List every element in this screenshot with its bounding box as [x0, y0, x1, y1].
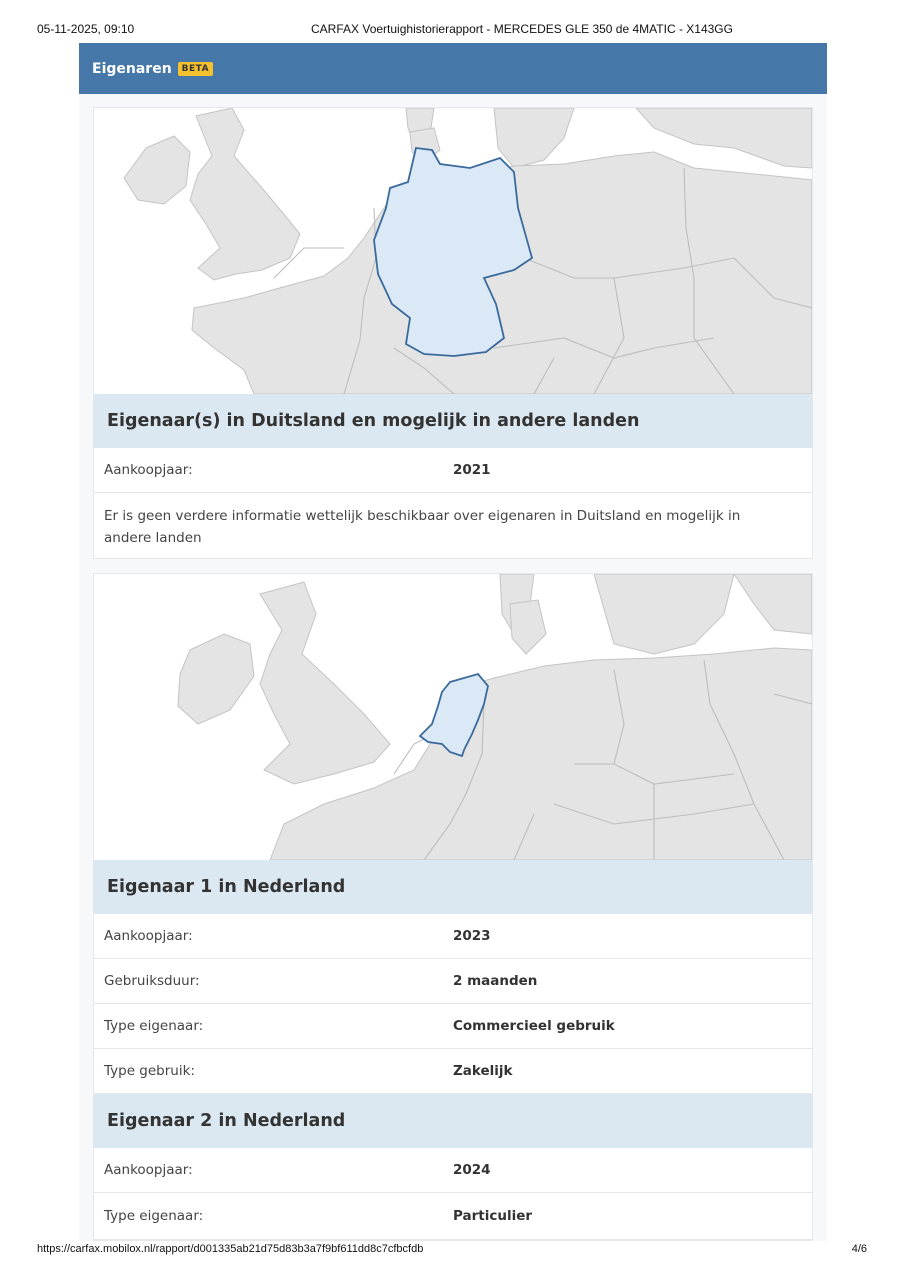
detail-value: 2 maanden [453, 973, 538, 989]
owners-card [79, 43, 827, 1241]
detail-label: Type eigenaar: [104, 1018, 204, 1034]
page-number: 4/6 [851, 1243, 867, 1255]
detail-value: 2024 [453, 1162, 491, 1178]
print-datetime: 05-11-2025, 09:10 [37, 22, 135, 36]
detail-row [94, 1148, 812, 1193]
detail-value: Particulier [453, 1208, 533, 1224]
europe-map-netherlands-icon [94, 574, 812, 860]
detail-label: Type gebruik: [104, 1063, 195, 1079]
owner-heading: Eigenaar 2 in Nederland [94, 1094, 812, 1148]
print-header [37, 22, 867, 38]
owner-heading: Eigenaar 1 in Nederland [94, 860, 812, 914]
detail-value: 2023 [453, 928, 491, 944]
owner-block-germany [93, 107, 813, 559]
detail-row [94, 914, 812, 959]
section-title: Eigenaren [92, 60, 172, 77]
detail-value: Zakelijk [453, 1063, 513, 1079]
owner-heading: Eigenaar(s) in Duitsland en mogelijk in andere landen [94, 394, 812, 448]
detail-row [94, 448, 812, 493]
detail-label: Aankoopjaar: [104, 928, 193, 944]
owner-note: Er is geen verdere informatie wettelijk beschikbaar over eigenaren in Duitsland en mogelijk in andere landen [104, 508, 741, 546]
print-url: https://carfax.mobilox.nl/rapport/d001335ab21d75d83b3a7f9bf611dd8c7cfbcfdb [37, 1243, 424, 1255]
detail-row [94, 1004, 812, 1049]
detail-value: 2021 [453, 462, 491, 478]
beta-badge: BETA [178, 62, 213, 76]
owner-block-netherlands [93, 573, 813, 1241]
detail-row [94, 1193, 812, 1240]
print-footer [37, 1243, 867, 1259]
detail-label: Aankoopjaar: [104, 1162, 193, 1178]
detail-value: Commercieel gebruik [453, 1018, 615, 1034]
detail-row [94, 1049, 812, 1094]
card-header [79, 43, 827, 94]
europe-map-germany-icon [94, 108, 812, 394]
detail-label: Type eigenaar: [104, 1208, 204, 1224]
print-title: CARFAX Voertuighistorierapport - MERCEDES GLE 350 de 4MATIC - X143GG [311, 22, 733, 36]
detail-row [94, 959, 812, 1004]
detail-label: Aankoopjaar: [104, 462, 193, 478]
detail-label: Gebruiksduur: [104, 973, 200, 989]
